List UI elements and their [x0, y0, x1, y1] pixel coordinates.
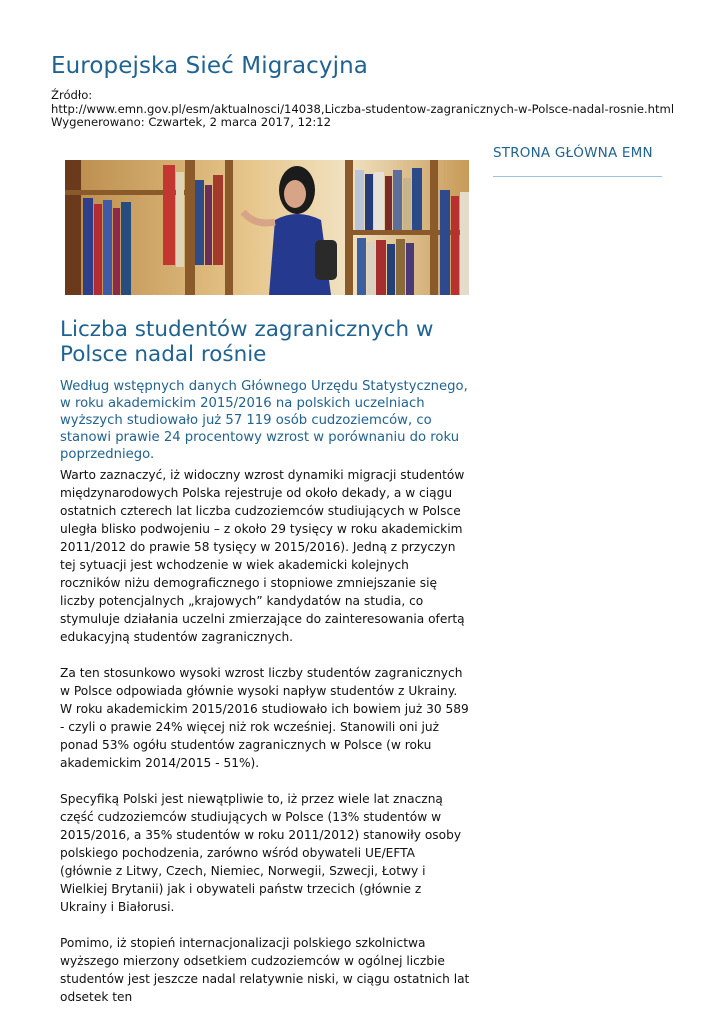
- generated-timestamp: Wygenerowano: Czwartek, 2 marca 2017, 12:12: [51, 115, 332, 129]
- sidebar-divider: [493, 176, 662, 177]
- paragraph: Pomimo, iż stopień internacjonalizacji polskiego szkolnictwa wyższego mierzony odsetkiem cudzoziemców w ogólnej liczbie studentów jest jeszcze nadal relatywnie niski, w ciągu ostatnich lat odsetek ten: [60, 936, 470, 1004]
- source-label: Źródło:: [51, 88, 93, 102]
- home-link[interactable]: STRONA GŁÓWNA EMN: [493, 145, 653, 161]
- paragraph: Za ten stosunkowo wysoki wzrost liczby studentów zagranicznych w Polsce odpowiada głównie wysoki napływ studentów z Ukrainy. W roku akademickim 2015/2016 studiowało ich bowiem już 30 589 - czyli o prawie 24% więcej niż rok wcześniej. Stanowili oni już ponad 53% ogółu studentów zagranicznych w Polsce (w roku akademickim 2014/2015 - 51%).: [60, 666, 469, 770]
- paragraph: Warto zaznaczyć, iż widoczny wzrost dynamiki migracji studentów międzynarodowych Polska rejestruje od około dekady, a w ciągu ostatnich czterech lat liczba cudzoziemców studiujących w Polsce uległa blisko podwojeniu – z około 29 tysięcy w roku akademickim 2011/2012 do prawie 58 tysięcy w 2015/2016). Jedną z przyczyn tej sytuacji jest wchodzenie w wiek akademicki kolejnych roczników niżu demograficznego i stopniowe zmniejszanie się liczby potencjalnych „krajowych” kandydatów na studia, co stymuluje działania uczelni zmierzające do zainteresowania ofertą edukacyjną studentów zagranicznych.: [60, 468, 465, 644]
- hero-photo-illustration: [65, 160, 469, 295]
- article-lead: Według wstępnych danych Głównego Urzędu Statystycznego, w roku akademickim 2015/2016 na polskich uczelniach wyższych studiowało już 57 119 osób cudzoziemców, co stanowi prawie 24 procentowy wzrost w porównaniu do roku poprzedniego.: [60, 379, 468, 462]
- article-title: Liczba studentów zagranicznych w Polsce nadal rośnie: [60, 317, 434, 367]
- paragraph: Specyfiką Polski jest niewątpliwie to, iż przez wiele lat znaczną część cudzoziemców studiujących w Polsce (13% studentów w 2015/2016, a 35% studentów w roku 2011/2012) stanowiły osoby polskiego pochodzenia, zarówno wśród obywateli UE/EFTA (głównie z Litwy, Czech, Niemiec, Norwegii, Szwecji, Łotwy i Wielkiej Brytanii) jak i obywateli państw trzecich (głównie z Ukrainy i Białorusi.: [60, 792, 462, 914]
- article-body: [60, 466, 470, 1024]
- document-meta: [51, 89, 721, 130]
- hero-photo: [65, 160, 469, 295]
- site-title: Europejska Sieć Migracyjna: [51, 53, 368, 79]
- source-url[interactable]: http://www.emn.gov.pl/esm/aktualnosci/14038,Liczba-studentow-zagranicznych-w-Polsce-nadal-rosnie.html: [51, 101, 675, 116]
